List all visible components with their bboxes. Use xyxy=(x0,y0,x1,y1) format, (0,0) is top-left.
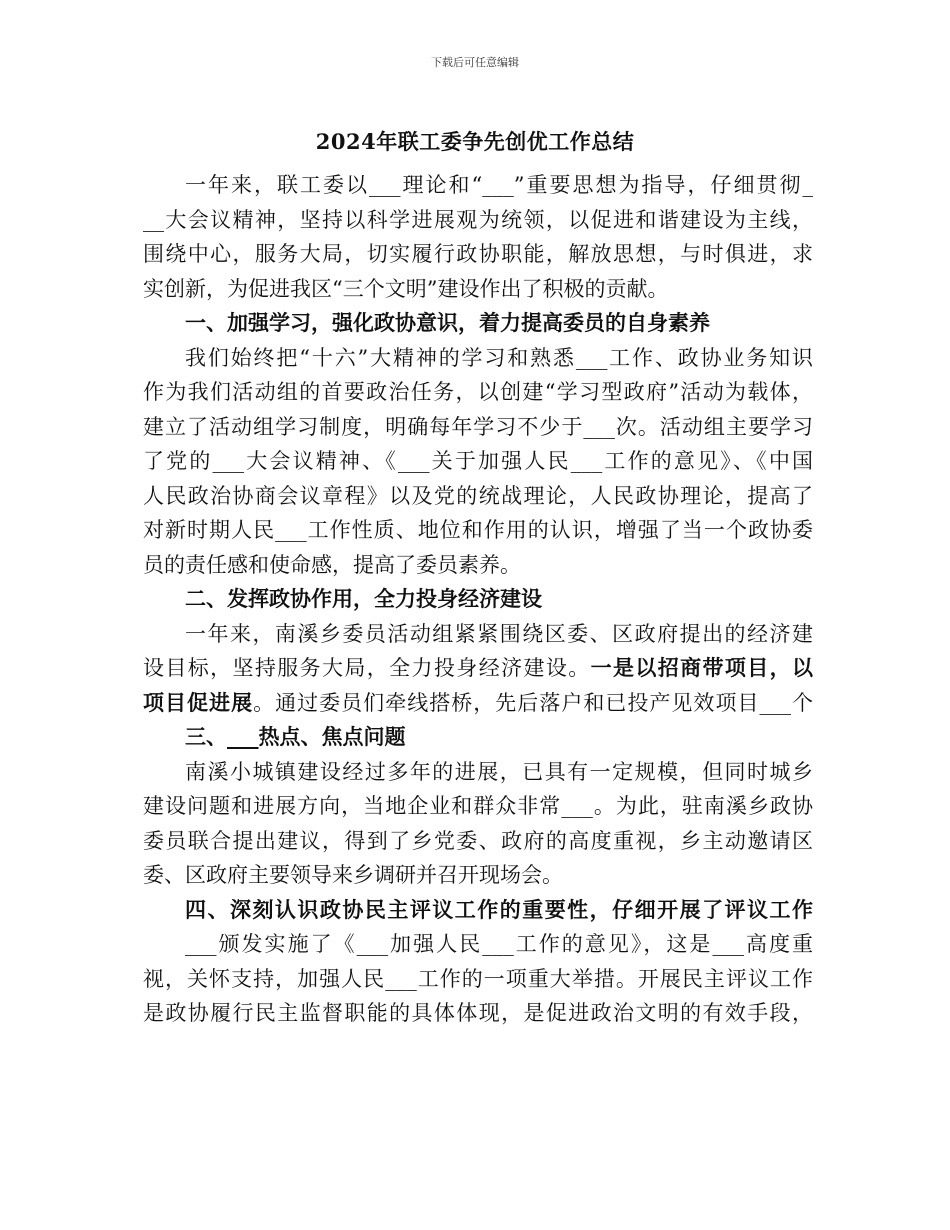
text-line: 一年来，联工委以___理论和“___”重要思想为指导，仔细贯彻_ xyxy=(185,173,813,197)
text-line: 对新时期人民___工作性质、地位和作用的认识，增强了当一个政协委 xyxy=(143,518,813,542)
text-line: 人民政治协商会议章程》以及党的统战理论，人民政协理论，提高了 xyxy=(143,483,813,508)
text-line: ___颁发实施了《___加强人民___工作的意见》，这是___高度重 xyxy=(185,932,813,956)
text-line: 视，关怀支持，加强人民___工作的一项重大举措。开展民主评议工作 xyxy=(143,966,813,991)
text-segment: 。通过委员们牵线搭桥，先后落户和已投产见效项目___个 xyxy=(253,690,813,715)
text-line: 了党的___大会议精神、《___关于加强人民___工作的意见》、《中国 xyxy=(143,449,813,473)
text-line: 我们始终把“十六”大精神的学习和熟悉___工作、政协业务知识 xyxy=(185,345,813,370)
text-line: 委员联合提出建议，得到了乡党委、政府的高度重视，乡主动邀请区 xyxy=(143,828,813,853)
text-line: 围绕中心，服务大局，切实履行政协职能，解放思想，与时俱进，求 xyxy=(143,242,813,266)
header-note: 下载后可任意编辑 xyxy=(431,56,519,69)
text-line: __大会议精神，坚持以科学进展观为统领，以促进和谐建设为主线， xyxy=(143,207,813,232)
text-line xyxy=(143,686,813,721)
text-line: 三、___热点、焦点问题 xyxy=(185,724,406,749)
text-line: 员的责任感和使命感，提高了委员素养。 xyxy=(143,552,521,577)
text-segment: 设目标，坚持服务大局，全力投身经济建设。 xyxy=(143,656,591,680)
text-line: 委、区政府主要领导来乡调研并召开现场会。 xyxy=(143,863,563,887)
text-line: 一、加强学习，强化政协意识，着力提高委员的自身素养 xyxy=(185,310,710,335)
text-line: 实创新，为促进我区“三个文明”建设作出了积极的贡献。 xyxy=(143,276,669,301)
text-line: 四、深刻认识政协民主评议工作的重要性，仔细开展了评议工作 xyxy=(185,896,813,922)
text-segment: 项目促进展 xyxy=(143,689,254,715)
text-line xyxy=(143,651,813,686)
text-line: 二、发挥政协作用，全力投身经济建设 xyxy=(185,586,542,611)
text-line: 建设问题和进展方向，当地企业和群众非常___。为此，驻南溪乡政协 xyxy=(143,794,813,818)
text-line: 一年来，南溪乡委员活动组紧紧围绕区委、区政府提出的经济建 xyxy=(185,621,813,646)
document-title: 2024年联工委争先创优工作总结 xyxy=(315,129,635,154)
text-line: 建立了活动组学习制度，明确每年学习不少于___次。活动组主要学习 xyxy=(143,414,813,439)
text-line: 作为我们活动组的首要政治任务，以创建“学习型政府”活动为载体， xyxy=(143,380,813,404)
text-line: 是政协履行民主监督职能的具体体现，是促进政治文明的有效手段， xyxy=(143,1001,813,1025)
text-segment: 一是以招商带项目，以 xyxy=(590,655,813,680)
text-line: 南溪小城镇建设经过多年的进展，已具有一定规模，但同时城乡 xyxy=(185,759,813,784)
document-body xyxy=(143,168,813,1031)
